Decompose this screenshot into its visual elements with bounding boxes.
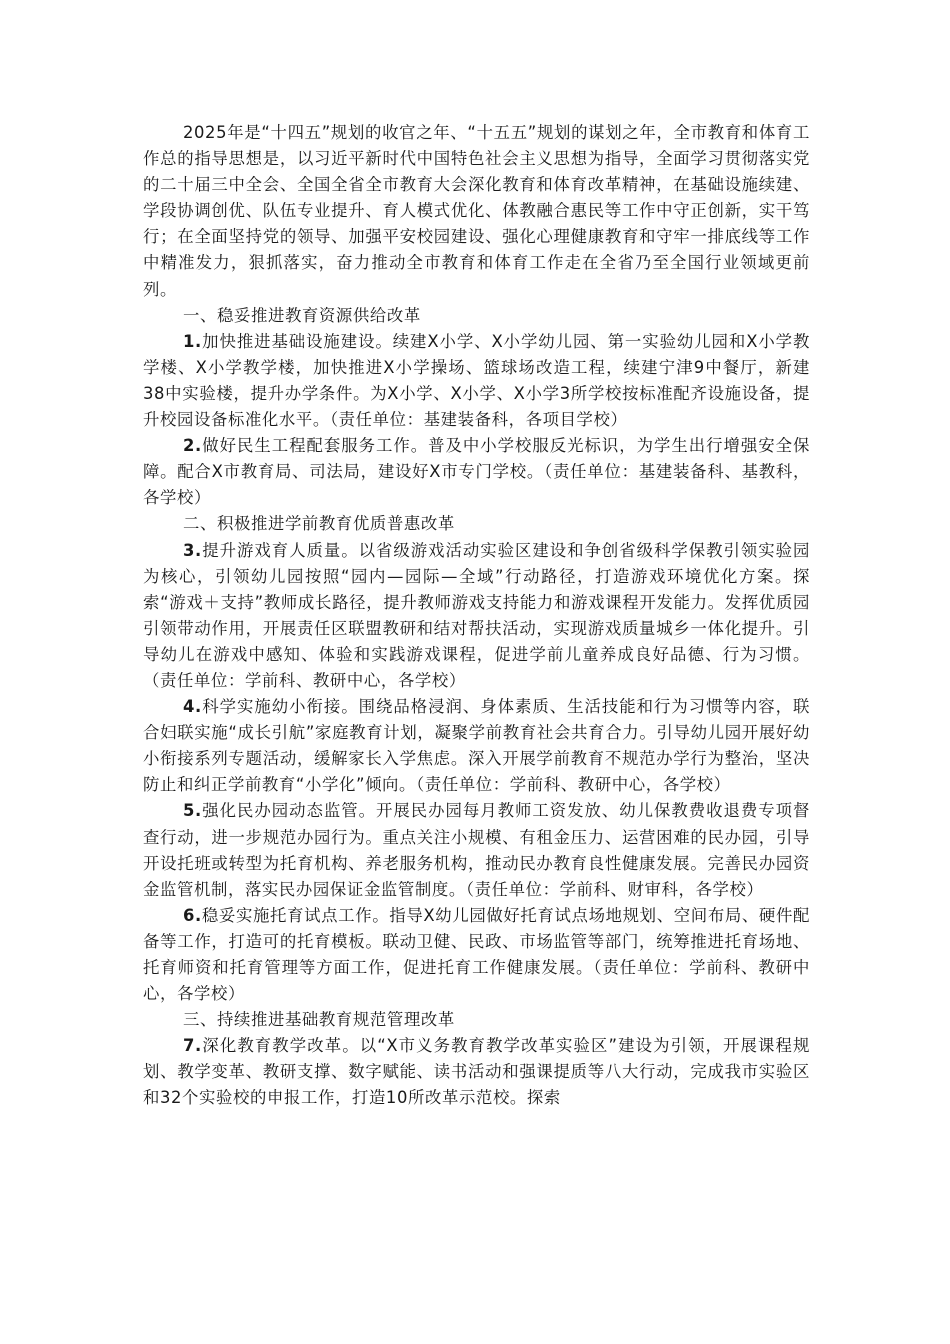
item-paragraph-3 <box>143 538 810 695</box>
intro-paragraph <box>143 120 810 303</box>
item-paragraph-1 <box>143 329 810 433</box>
item-text: 加快推进基础设施建设。续建X小学、X小学幼儿园、第一实验幼儿园和X小学教学楼、X小学教学楼，加快推进X小学操场、篮球场改造工程，续建宁津9中餐厅，新建38中实验楼，提升办学条件。为X小学、X小学、X小学3所学校按标准配齐设施设备，提升校园设备标准化水平。（责任单位：基建装备科，各项目学校） <box>143 331 810 430</box>
section-heading-1: 一、稳妥推进教育资源供给改革 <box>183 305 421 325</box>
item-number: 1. <box>183 331 202 351</box>
item-text: 深化教育教学改革。以“X市义务教育教学改革实验区”建设为引领，开展课程规划、教学变革、教研支撑、数字赋能、读书活动和强课提质等八大行动，完成我市实验区和32个实验校的申报工作，打造10所改革示范校。探索 <box>143 1036 810 1108</box>
item-paragraph-4 <box>143 694 810 798</box>
section-heading-2: 二、积极推进学前教育优质普惠改革 <box>183 514 455 534</box>
item-number: 3. <box>183 540 202 560</box>
item-text: 强化民办园动态监管。开展民办园每月教师工资发放、幼儿保教费收退费专项督查行动，进一步规范办园行为。重点关注小规模、有租金压力、运营困难的民办园，引导开设托班或转型为托育机构、养老服务机构，推动民办教育良性健康发展。完善民办园资金监管机制，落实民办园保证金监管制度。（责任单位：学前科、财审科，各学校） <box>143 801 810 899</box>
document-body <box>143 120 810 1112</box>
item-paragraph-5 <box>143 798 810 902</box>
item-paragraph-2 <box>143 433 810 511</box>
item-number: 5. <box>183 801 202 821</box>
intro-text: 2025年是“十四五”规划的收官之年、“十五五”规划的谋划之年，全市教育和体育工作总的指导思想是，以习近平新时代中国特色社会主义思想为指导，全面学习贯彻落实党的二十届三中全会、全国全省全市教育大会深化教育和体育改革精神，在基础设施续建、学段协调创优、队伍专业提升、育人模式优化、体教融合惠民等工作中守正创新，实干笃行；在全面坚持党的领导、加强平安校园建设、强化心理健康教育和守牢一排底线等工作中精准发力，狠抓落实，奋力推动全市教育和体育工作走在全省乃至全国行业领域更前列。 <box>143 123 810 299</box>
item-paragraph-6 <box>143 903 810 1007</box>
section-heading-3: 三、持续推进基础教育规范管理改革 <box>183 1010 455 1030</box>
item-text: 做好民生工程配套服务工作。普及中小学校服反光标识，为学生出行增强安全保障。配合X市教育局、司法局，建设好X市专门学校。（责任单位：基建装备科、基教科，各学校） <box>143 436 810 508</box>
item-number: 7. <box>183 1036 202 1056</box>
item-number: 6. <box>183 905 202 925</box>
item-text: 科学实施幼小衔接。围绕品格浸润、身体素质、生活技能和行为习惯等内容，联合妇联实施“成长引航”家庭教育计划，凝聚学前教育社会共育合力。引导幼儿园开展好幼小衔接系列专题活动，缓解家长入学焦虑。深入开展学前教育不规范办学行为整治，坚决防止和纠正学前教育“小学化”倾向。（责任单位：学前科、教研中心，各学校） <box>143 697 810 795</box>
item-number: 4. <box>183 697 202 717</box>
item-paragraph-7 <box>143 1033 810 1111</box>
item-text: 提升游戏育人质量。以省级游戏活动实验区建设和争创省级科学保教引领实验园为核心，引领幼儿园按照“园内—园际—全域”行动路径，打造游戏环境优化方案。探索“游戏＋支持”教师成长路径，提升教师游戏支持能力和游戏课程开发能力。发挥优质园引领带动作用，开展责任区联盟教研和结对帮扶活动，实现游戏质量城乡一体化提升。引导幼儿在游戏中感知、体验和实践游戏课程，促进学前儿童养成良好品德、行为习惯。（责任单位：学前科、教研中心，各学校） <box>143 540 810 690</box>
item-number: 2. <box>183 436 202 456</box>
item-text: 稳妥实施托育试点工作。指导X幼儿园做好托育试点场地规划、空间布局、硬件配备等工作，打造可的托育模板。联动卫健、民政、市场监管等部门，统筹推进托育场地、托育师资和托育管理等方面工作，促进托育工作健康发展。（责任单位：学前科、教研中心，各学校） <box>143 905 810 1004</box>
